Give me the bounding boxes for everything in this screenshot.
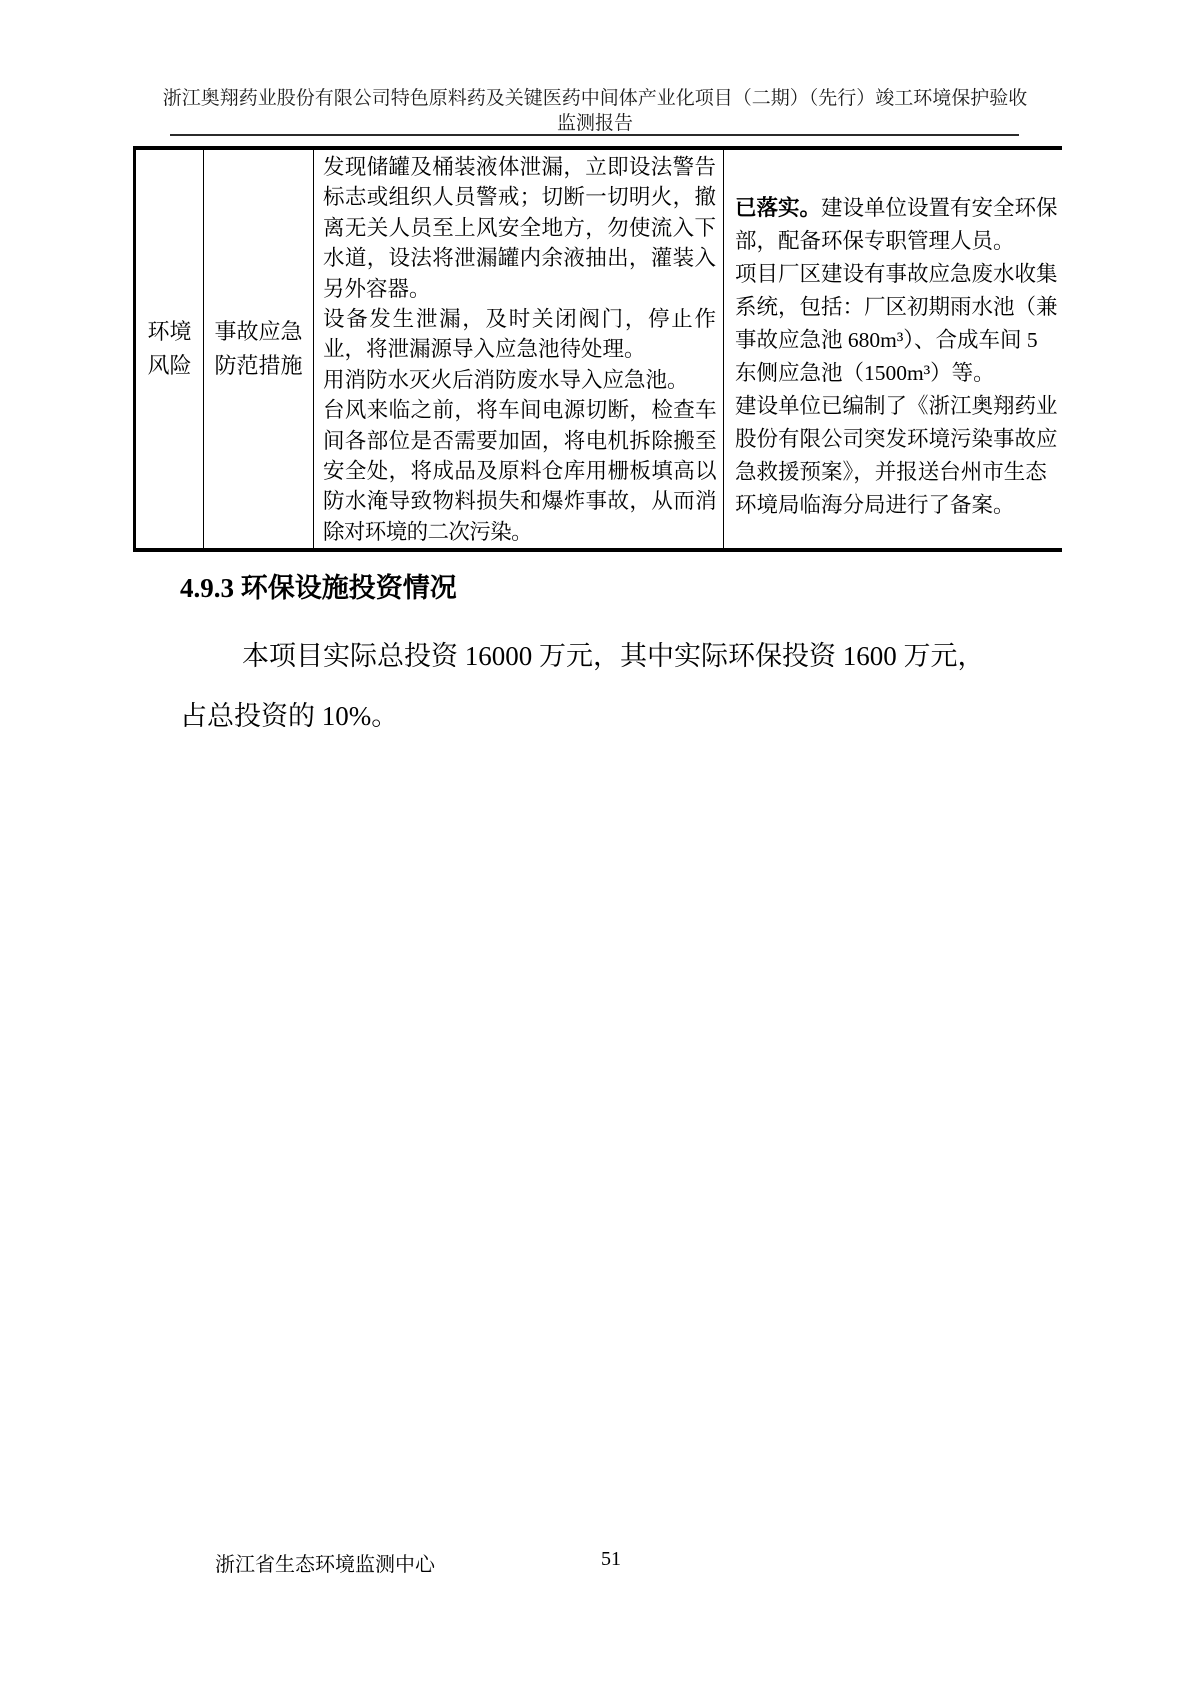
page-header — [95, 86, 1095, 136]
table-cell-status — [724, 150, 1062, 548]
category-label: 环境风险 — [147, 319, 192, 378]
measure-paragraph-4: 台风来临之前，将车间电源切断，检查车间各部位是否需要加固，将电机拆除搬至安全处，将成品及原料仓库用栅板填高以防水淹导致物料损失和爆炸事故，从而消除对环境的二次污染。 — [323, 398, 716, 544]
header-divider — [170, 134, 1019, 136]
status-text-1: 建设单位设置有安全环保部，配备环保专职管理人员。 — [735, 196, 1058, 253]
risk-table — [133, 146, 1062, 552]
header-title-line2: 监测报告 — [556, 113, 633, 134]
status-label: 已落实。 — [735, 196, 822, 220]
footer-page-number: 51 — [601, 1548, 621, 1570]
measure-paragraph-1: 发现储罐及桶装液体泄漏，立即设法警告标志或组织人员警戒；切断一切明火，撤离无关人员至上风安全地方，勿使流入下水道，设法将泄漏罐内余液抽出，灌装入另外容器。 — [323, 155, 716, 301]
table-cell-measures — [314, 150, 724, 548]
measure-paragraph-3: 用消防水灭火后消防废水导入应急池。 — [323, 367, 689, 392]
measure-paragraph-2: 设备发生泄漏，及时关闭阀门，停止作业，将泄漏源导入应急池待处理。 — [323, 307, 716, 362]
body-paragraph: 本项目实际总投资 16000 万元，其中实际环保投资 1600 万元，占总投资的 10%。 — [180, 641, 985, 731]
footer-organization: 浙江省生态环境监测中心 — [215, 1554, 435, 1576]
status-paragraph-3: 建设单位已编制了《浙江奥翔药业股份有限公司突发环境污染事故应急救援预案》，并报送台州市生态环境局临海分局进行了备案。 — [735, 394, 1058, 517]
status-paragraph-1 — [735, 192, 1058, 258]
status-paragraph-2: 项目厂区建设有事故应急废水收集系统，包括：厂区初期雨水池（兼事故应急池 680m³）、合成车间 5 东侧应急池（1500m³）等。 — [735, 262, 1058, 385]
header-title-line1: 浙江奥翔药业股份有限公司特色原料药及关键医药中间体产业化项目（二期）（先行）竣工环境保护验收 — [162, 88, 1028, 109]
table-cell-category — [136, 150, 204, 548]
table-cell-item — [204, 150, 314, 548]
item-label: 事故应急防范措施 — [214, 319, 303, 378]
section-heading: 4.9.3 环保设施投资情况 — [180, 573, 457, 603]
